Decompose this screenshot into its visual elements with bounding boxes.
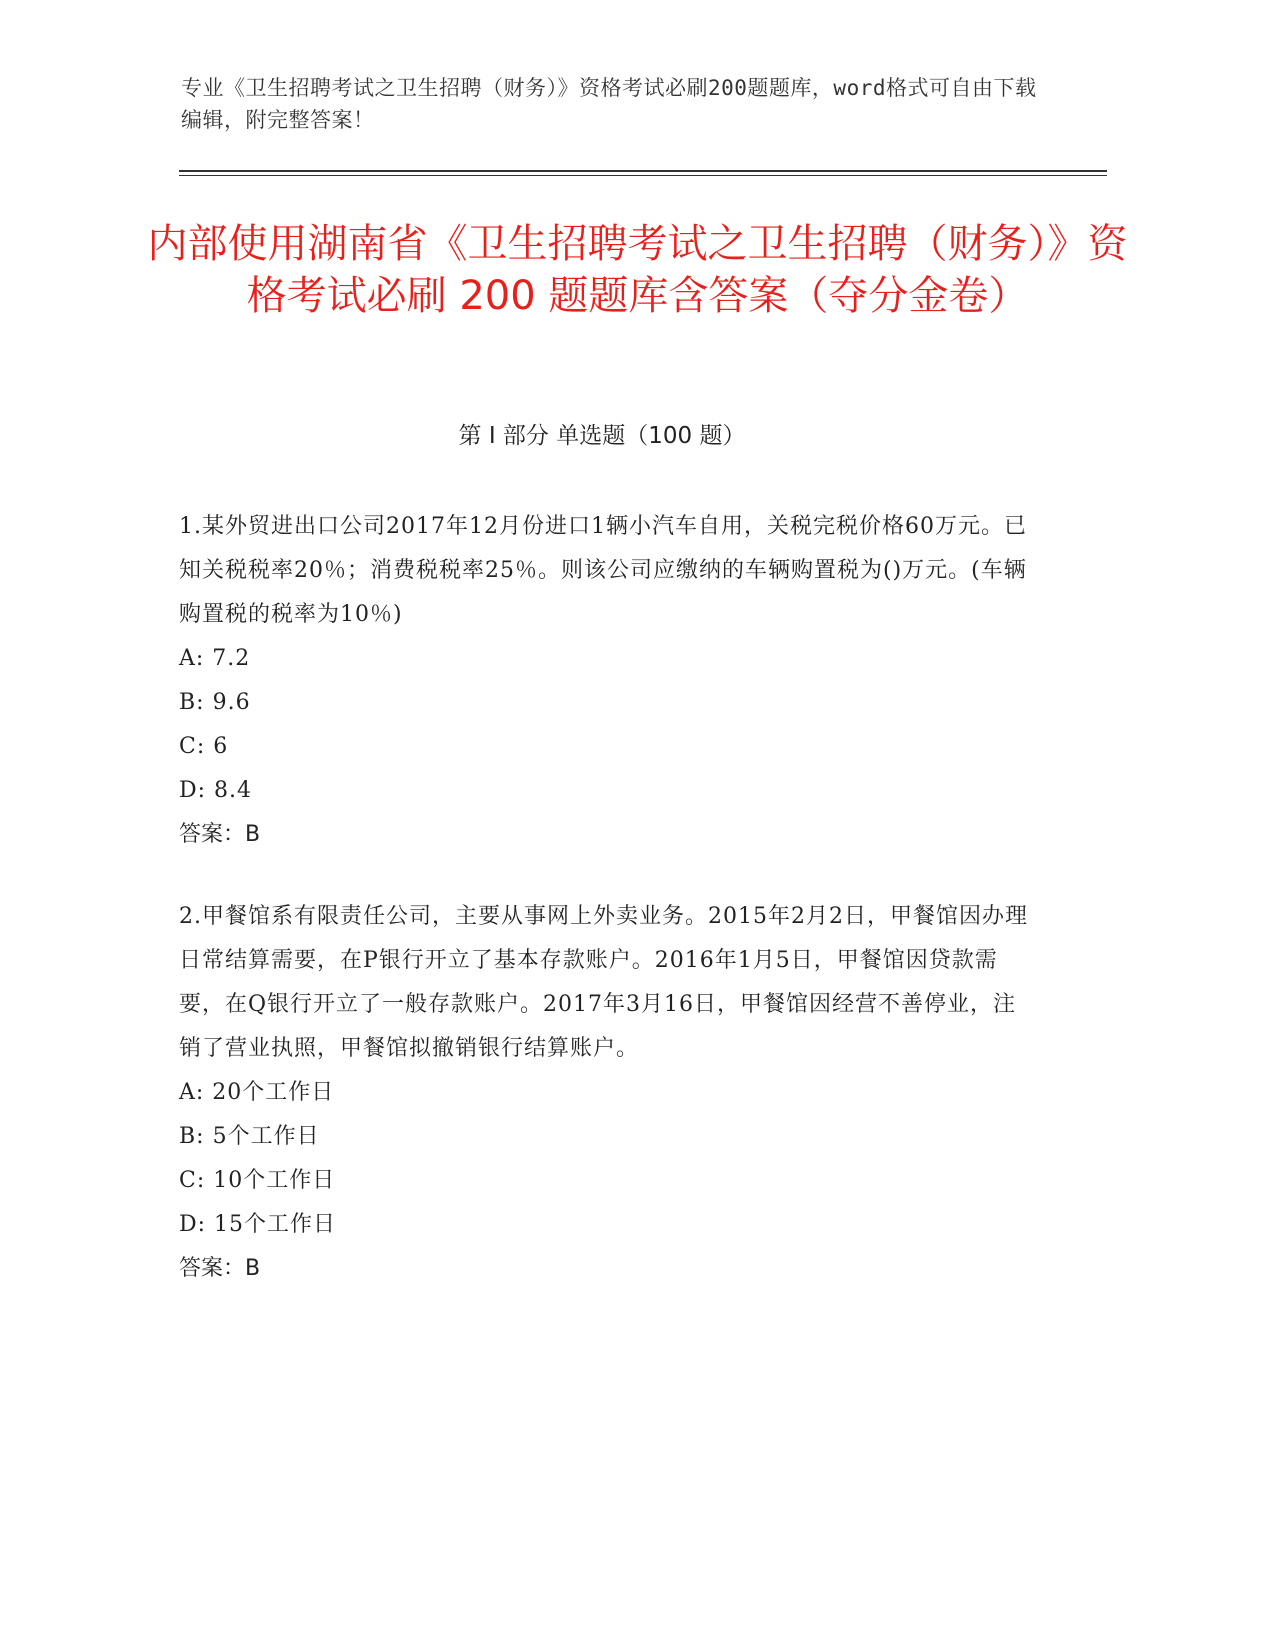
question-1-option-c: C: 6 <box>179 734 229 759</box>
question-1 <box>179 505 1039 857</box>
question-2 <box>179 895 1039 1291</box>
question-2-option-d: D: 15个工作日 <box>179 1212 337 1237</box>
question-1-answer: 答案：B <box>179 822 261 847</box>
question-2-answer: 答案：B <box>179 1256 261 1281</box>
header-divider-thick <box>179 170 1107 172</box>
header-note: 专业《卫生招聘考试之卫生招聘（财务）》资格考试必刷200题题库，word格式可自由下载编辑，附完整答案！ <box>181 76 1037 132</box>
question-2-option-a: A: 20个工作日 <box>179 1080 335 1105</box>
document-title: 内部使用湖南省《卫生招聘考试之卫生招聘（财务）》资格考试必刷 200 题题库含答案（夺分金卷） <box>147 221 1128 319</box>
header-divider-thin <box>179 175 1107 176</box>
question-2-text: 2.甲餐馆系有限责任公司，主要从事网上外卖业务。2015年2月2日，甲餐馆因办理日常结算需要，在P银行开立了基本存款账户。2016年1月5日，甲餐馆因贷款需要，在Q银行开立了一般存款账户。2017年3月16日，甲餐馆因经营不善停业，注销了营业执照，甲餐馆拟撤销银行结算账户。 <box>179 904 1028 1061</box>
question-1-text: 1.某外贸进出口公司2017年12月份进口1辆小汽车自用，关税完税价格60万元。已知关税税率20％；消费税税率25％。则该公司应缴纳的车辆购置税为()万元。(车辆购置税的税率为10％) <box>179 514 1027 627</box>
section-heading: 第 I 部分 单选题（100 题） <box>458 423 746 449</box>
question-1-option-a: A: 7.2 <box>179 646 251 671</box>
question-2-option-c: C: 10个工作日 <box>179 1168 336 1193</box>
question-2-option-b: B: 5个工作日 <box>179 1124 320 1149</box>
question-1-option-d: D: 8.4 <box>179 778 253 803</box>
question-1-option-b: B: 9.6 <box>179 690 251 715</box>
